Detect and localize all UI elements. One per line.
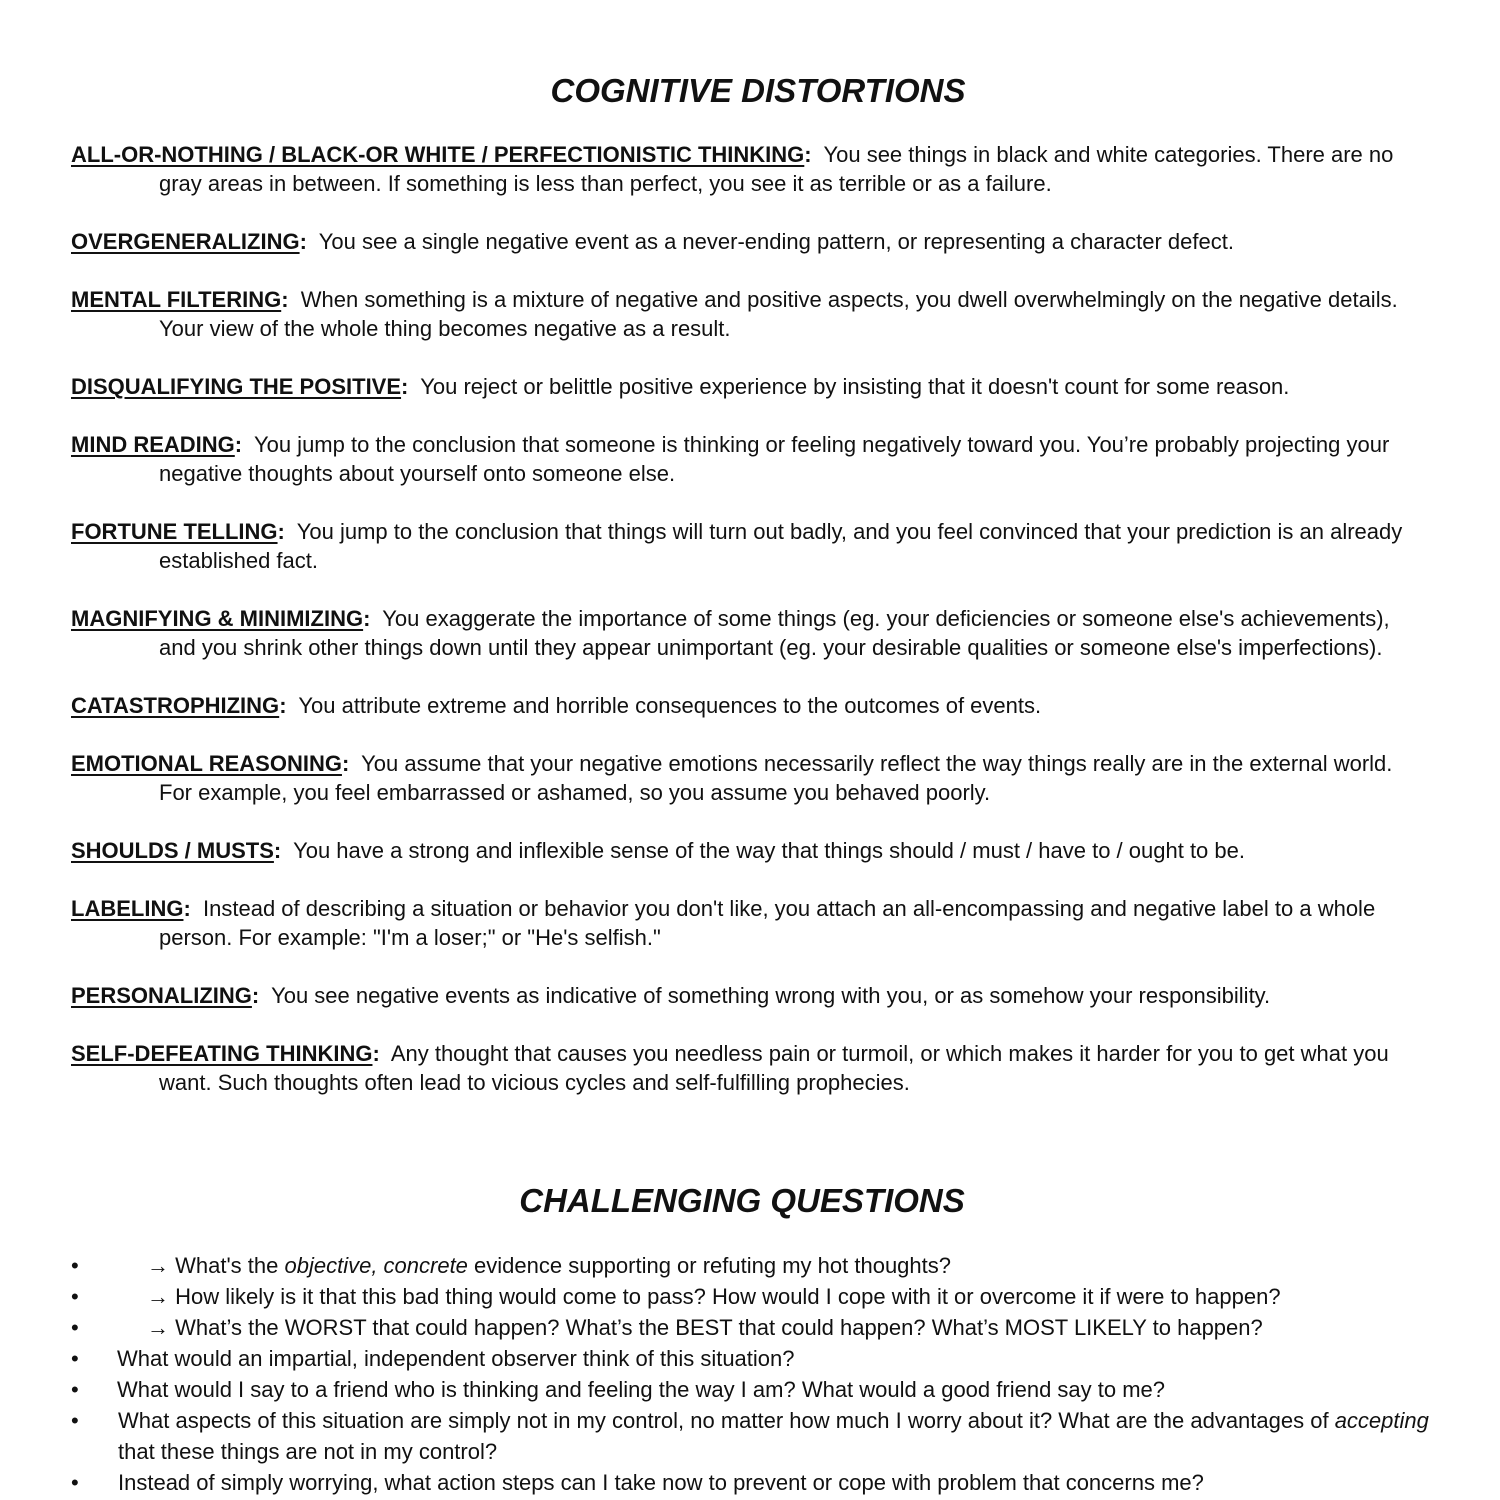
- distortion-term: PERSONALIZING: [71, 983, 252, 1008]
- question-text-end: evidence supporting or refuting my hot thoughts?: [467, 1253, 951, 1278]
- distortion-entry: [71, 285, 1431, 343]
- distortion-term: ALL-OR-NOTHING / BLACK-OR WHITE / PERFECTIONISTIC THINKING: [71, 142, 805, 167]
- distortion-entry: [71, 749, 1431, 807]
- bullet-icon: •: [71, 1470, 79, 1495]
- distortion-definition: You see things in black and white categories. There are no gray areas in between. If something is less than perfect, you see it as terrible or as a failure.: [159, 142, 1394, 196]
- question-text: How likely is it that this bad thing would come to pass? How would I cope with it or overcome it if were to happen?: [175, 1284, 1281, 1309]
- bullet-icon: •: [71, 1315, 79, 1340]
- arrow-icon: →: [147, 1315, 169, 1340]
- questions-list: [71, 1250, 1451, 1498]
- term-colon: :: [251, 983, 260, 1008]
- distortion-definition: You reject or belittle positive experience by insisting that it doesn't count for some reason.: [420, 374, 1290, 399]
- question-item: [71, 1467, 1451, 1498]
- bullet-icon: •: [71, 1346, 79, 1371]
- distortion-definition: When something is a mixture of negative and positive aspects, you dwell overwhelmingly on the negative details. Your view of the whole thing becomes negative as a result.: [159, 287, 1398, 341]
- bullet-icon: •: [71, 1253, 79, 1278]
- bullet-icon: •: [71, 1408, 79, 1433]
- question-text: What would I say to a friend who is thinking and feeling the way I am? What would a good friend say to me?: [117, 1377, 1166, 1402]
- term-colon: :: [234, 432, 243, 457]
- question-text: What would an impartial, independent observer think of this situation?: [117, 1346, 795, 1371]
- distortion-term: FORTUNE TELLING: [71, 519, 278, 544]
- distortion-entry: [71, 430, 1431, 488]
- question-item: [71, 1374, 1451, 1405]
- distortion-entry: [71, 981, 1431, 1010]
- distortion-entry: [71, 836, 1431, 865]
- term-colon: :: [804, 142, 812, 167]
- distortion-term: EMOTIONAL REASONING: [71, 751, 342, 776]
- arrow-icon: →: [147, 1284, 169, 1309]
- question-emphasis: objective, concrete: [284, 1253, 468, 1278]
- distortion-entry: [71, 517, 1431, 575]
- distortion-entry: [71, 1039, 1431, 1097]
- term-colon: :: [279, 693, 287, 718]
- question-text: Instead of simply worrying, what action steps can I take now to prevent or cope with problem that concerns me?: [118, 1470, 1204, 1495]
- page-title: COGNITIVE DISTORTIONS: [550, 72, 966, 109]
- distortion-entry: [71, 372, 1431, 401]
- bullet-icon: •: [71, 1284, 79, 1309]
- arrow-icon: →: [147, 1253, 169, 1278]
- distortion-term: MENTAL FILTERING: [71, 287, 282, 312]
- distortion-term: MIND READING: [71, 432, 235, 457]
- distortion-entry: [71, 227, 1431, 256]
- distortion-term: CATASTROPHIZING: [71, 693, 280, 718]
- distortions-list: [71, 140, 1431, 1126]
- distortion-definition: You see a single negative event as a never-ending pattern, or representing a character defect.: [318, 229, 1234, 254]
- term-colon: :: [183, 896, 191, 921]
- question-emphasis: accepting: [1334, 1408, 1429, 1433]
- distortion-term: MAGNIFYING & MINIMIZING: [71, 606, 364, 631]
- question-item: [71, 1405, 1451, 1467]
- term-colon: :: [363, 606, 371, 631]
- distortion-entry: [71, 140, 1431, 198]
- distortion-definition: You jump to the conclusion that someone is thinking or feeling negatively toward you. You’re probably projecting your negative thoughts about yourself onto someone else.: [159, 432, 1390, 486]
- distortion-definition: Any thought that causes you needless pain or turmoil, or which makes it harder for you to get what you want. Such thoughts often lead to vicious cycles and self-fulfilling prophecies.: [159, 1041, 1389, 1095]
- distortion-term: LABELING: [71, 896, 184, 921]
- distortion-definition: You jump to the conclusion that things will turn out badly, and you feel convinced that your prediction is an already established fact.: [159, 519, 1403, 573]
- term-colon: :: [299, 229, 307, 254]
- distortion-definition: You have a strong and inflexible sense of the way that things should / must / have to / ought to be.: [293, 838, 1245, 863]
- distortion-entry: [71, 691, 1431, 720]
- distortion-term: OVERGENERALIZING: [71, 229, 300, 254]
- bullet-icon: •: [71, 1377, 79, 1402]
- distortion-term: SELF-DEFEATING THINKING: [71, 1041, 373, 1066]
- question-item: [71, 1250, 1451, 1281]
- question-item: [71, 1281, 1451, 1312]
- distortion-term: DISQUALIFYING THE POSITIVE: [71, 374, 402, 399]
- term-colon: :: [372, 1041, 380, 1066]
- term-colon: :: [277, 519, 285, 544]
- distortion-definition: You exaggerate the importance of some things (eg. your deficiencies or someone else's achievements), and you shrink other things down until they appear unimportant (eg. your desirable qualities or someone else's imperfections).: [159, 606, 1390, 660]
- question-text: What aspects of this situation are simply not in my control, no matter how much I worry about it? What are the advantages of: [118, 1408, 1335, 1433]
- question-text-end: that these things are not in my control?: [118, 1439, 498, 1464]
- section-title-challenging-questions: CHALLENGING QUESTIONS: [519, 1182, 965, 1219]
- distortion-definition: Instead of describing a situation or behavior you don't like, you attach an all-encompassing and negative label to a whole person. For example: "I'm a loser;" or "He's selfish.": [159, 896, 1376, 950]
- term-colon: :: [341, 751, 350, 776]
- distortion-definition: You attribute extreme and horrible consequences to the outcomes of events.: [298, 693, 1042, 718]
- distortion-entry: [71, 894, 1431, 952]
- question-item: [71, 1312, 1451, 1343]
- question-item: [71, 1343, 1451, 1374]
- distortion-term: SHOULDS / MUSTS: [71, 838, 274, 863]
- distortion-definition: You assume that your negative emotions necessarily reflect the way things really are in the external world. For example, you feel embarrassed or ashamed, so you assume you behaved poorly.: [159, 751, 1393, 805]
- question-text: What’s the WORST that could happen? What’s the BEST that could happen? What’s MOST LIKELY to happen?: [175, 1315, 1263, 1340]
- distortion-definition: You see negative events as indicative of something wrong with you, or as somehow your responsibility.: [271, 983, 1271, 1008]
- question-text: What's the: [175, 1253, 285, 1278]
- distortion-entry: [71, 604, 1431, 662]
- term-colon: :: [401, 374, 409, 399]
- term-colon: :: [273, 838, 282, 863]
- term-colon: :: [281, 287, 289, 312]
